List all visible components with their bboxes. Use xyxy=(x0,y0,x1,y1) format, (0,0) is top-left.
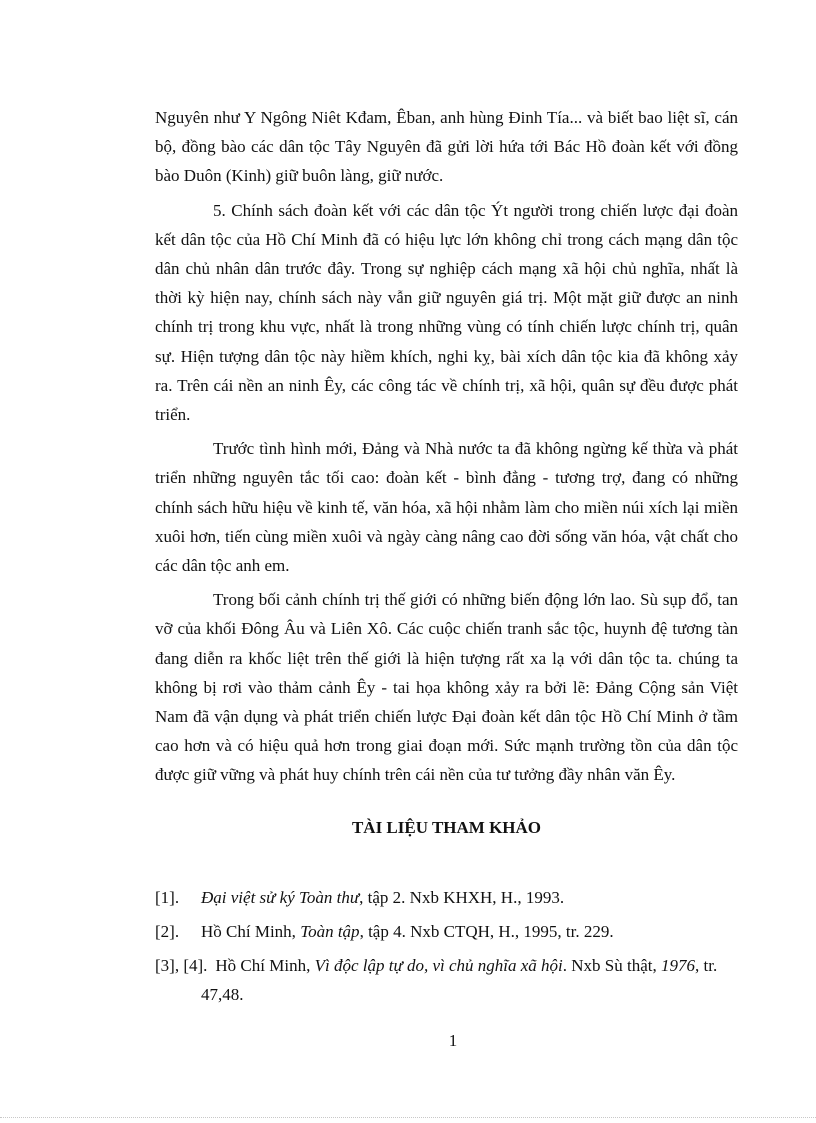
paragraph-2: 5. Chính sách đoàn kết với các dân tộc Ýt người trong chiến lược đại đoàn kết dân tộc của Hồ Chí Minh đã có hiệu lực lớn không chỉ trong cách mạng dân tộc dân chủ nhân dân trước đây. Trong sự nghiệp cách mạng xã hội chủ nghĩa, nhất là thời kỳ hiện nay, chính sách này vẫn giữ nguyên giá trị. Một mặt giữ được an ninh chính trị trong khu vực, nhất là trong những vùng có tính chiến lược chính trị, quân sự. Hiện tượng dân tộc này hiềm khích, nghi kỵ, bài xích dân tộc kia đã không xảy ra. Trên cái nền an ninh Êy, các công tác về chính trị, xã hội, quân sự đều được phát triển. xyxy=(155,200,738,425)
paragraph-3: Trước tình hình mới, Đảng và Nhà nước ta đã không ngừng kế thừa và phát triển những nguyên tắc tối cao: đoàn kết - bình đẳng - tương trợ, đang có những chính sách hữu hiệu về kinh tế, văn hóa, xã hội nhằm làm cho miền núi xích lại miền xuôi hơn, tiến cùng miền xuôi và ngày càng nâng cao đời sống văn hóa, vật chất cho các dân tộc anh em. xyxy=(155,439,738,576)
reference-author: Hồ Chí Minh, xyxy=(215,956,315,975)
reference-title: Toàn tập xyxy=(300,922,360,941)
reference-list xyxy=(155,883,738,1014)
reference-number: [1]. xyxy=(155,888,180,907)
reference-publication: . Nxb Sù thật, xyxy=(562,956,662,975)
reference-item-2 xyxy=(155,917,738,946)
paragraph-4: Trong bối cảnh chính trị thế giới có những biến động lớn lao. Sù sụp đổ, tan vỡ của khối Đông Âu và Liên Xô. Các cuộc chiến tranh sắc tộc, huynh đệ tương tàn đang diễn ra khốc liệt trên thế giới là hiện tượng rất xa lạ với dân tộc ta. chúng ta không bị rơi vào thảm cảnh Êy - tai họa không xảy ra bởi lẽ: Đảng Cộng sản Việt Nam đã vận dụng và phát triển chiến lược Đại đoàn kết dân tộc Hồ Chí Minh ở tầm cao hơn và có hiệu quả hơn trong giai đoạn mới. Sức mạnh trường tồn của dân tộc được giữ vững và phát huy chính trên cái nền của tư tưởng đầy nhân văn Êy. xyxy=(155,590,738,785)
reference-publication: , tập 2. Nxb KHXH, H., 1993. xyxy=(359,888,565,907)
reference-title: Vì độc lập tự do, vì chủ nghĩa xã hội xyxy=(314,956,563,975)
reference-pages: , tr. 47,48. xyxy=(201,956,718,1004)
reference-number: [2]. xyxy=(155,922,180,941)
references-heading: TÀI LIỆU THAM KHẢO xyxy=(351,818,542,837)
body-text xyxy=(155,103,738,795)
reference-author: Hồ Chí Minh, xyxy=(201,922,301,941)
reference-item-3 xyxy=(155,951,738,1009)
reference-item-1 xyxy=(155,883,738,912)
reference-number: [3], [4]. xyxy=(155,956,208,975)
page-number: 1 xyxy=(448,1031,458,1050)
paragraph-1: Nguyên như Y Ngông Niêt Kđam, Êban, anh hùng Đinh Tía... và biết bao liệt sĩ, cán bộ, đồng bào các dân tộc Tây Nguyên đã gửi lời hứa tới Bác Hồ đoàn kết với đồng bào Duôn (Kinh) giữ buôn làng, giữ nước. xyxy=(155,108,738,186)
reference-title: Đại việt sử ký Toàn thư xyxy=(201,888,360,907)
reference-publication: , tập 4. Nxb CTQH, H., 1995, tr. 229. xyxy=(359,922,614,941)
reference-year: 1976 xyxy=(661,956,696,975)
page-bottom-divider xyxy=(0,1117,816,1118)
